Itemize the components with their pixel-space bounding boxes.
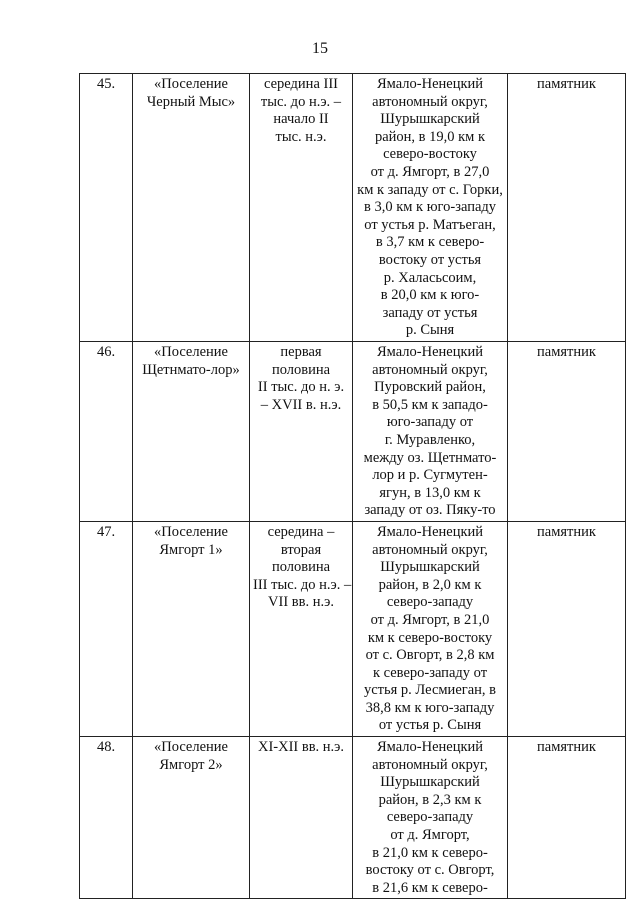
- location-line: северо-западу: [386, 809, 474, 826]
- row-number: 48.: [96, 739, 116, 756]
- dating-line: XI-XII вв. н.э.: [257, 739, 345, 756]
- table-row: [80, 521, 626, 736]
- location-line: к северо-западу от: [372, 664, 488, 681]
- site-name-line: «Поселение: [153, 344, 228, 360]
- dating-line: середина III: [264, 76, 338, 92]
- location-line: автономный округ,: [372, 756, 488, 773]
- location-line: востоку от устья: [378, 251, 482, 268]
- location-line: от д. Ямгорт, в 21,0: [370, 611, 490, 628]
- location-line: северо-востоку: [383, 146, 477, 163]
- row-number-cell: [80, 74, 133, 342]
- dating-cell: [250, 74, 353, 342]
- dating-line: – XVII в. н.э.: [260, 396, 342, 413]
- dating-cell: [250, 521, 353, 736]
- row-number: 46.: [96, 344, 116, 360]
- location-line: ягун, в 13,0 км к: [379, 484, 481, 501]
- site-name-line: «Поселение: [153, 739, 228, 756]
- location-line: район, в 2,3 км к: [378, 791, 482, 808]
- category-label: памятник: [537, 344, 596, 360]
- site-name-line: Черный Мыс»: [146, 93, 236, 110]
- dating-line: тыс. до н.э. –: [260, 93, 342, 110]
- location-line: р. Сыня: [405, 322, 455, 339]
- dating-cell: [250, 342, 353, 522]
- dating-line: половина: [271, 559, 331, 576]
- table-body: [80, 74, 626, 899]
- location-line: западу от устья: [382, 304, 478, 321]
- location-line: от д. Ямгорт, в 27,0: [370, 163, 490, 180]
- location-cell: [353, 737, 508, 899]
- dating-line: первая: [280, 344, 322, 360]
- location-line: Шурышкарский: [380, 559, 480, 576]
- location-line: Ямало-Ненецкий: [376, 76, 484, 92]
- location-line: км к западу от с. Горки,: [357, 181, 503, 198]
- table-row: [80, 737, 626, 899]
- location-cell: [353, 74, 508, 342]
- location-line: в 3,7 км к северо-: [375, 234, 485, 251]
- location-line: в 3,0 км к юго-западу: [363, 199, 497, 216]
- row-number-cell: [80, 521, 133, 736]
- dating-line: III тыс. до н.э. –: [253, 576, 352, 593]
- location-line: в 21,6 км к северо-: [372, 879, 488, 896]
- location-line: автономный округ,: [372, 361, 488, 378]
- site-name-cell: [133, 521, 250, 736]
- location-line: между оз. Щетнмато-: [363, 449, 497, 466]
- dating-line: начало II: [273, 111, 329, 128]
- category-label: памятник: [537, 76, 596, 92]
- location-line: от устья р. Матъеган,: [364, 216, 496, 233]
- location-line: Шурышкарский: [380, 111, 480, 128]
- location-cell: [353, 342, 508, 522]
- table-row: [80, 342, 626, 522]
- location-line: Ямало-Ненецкий: [376, 523, 484, 540]
- dating-line: VII вв. н.э.: [268, 594, 334, 611]
- site-name-line: Щетнмато-лор»: [142, 361, 240, 378]
- site-name-cell: [133, 737, 250, 899]
- location-line: северо-западу: [386, 594, 474, 611]
- dating-line: вторая: [280, 541, 322, 558]
- row-number: 47.: [96, 523, 116, 540]
- category-cell: [508, 521, 626, 736]
- category-cell: [508, 737, 626, 899]
- location-line: г. Муравленко,: [384, 431, 476, 448]
- location-line: 38,8 км к юго-западу: [365, 699, 495, 716]
- site-name-cell: [133, 74, 250, 342]
- location-line: от устья р. Сыня: [378, 717, 482, 734]
- site-name-line: «Поселение: [153, 76, 228, 92]
- row-number-cell: [80, 737, 133, 899]
- dating-line: II тыс. до н. э.: [257, 379, 345, 396]
- monuments-table: [79, 73, 626, 899]
- location-line: Ямало-Ненецкий: [376, 739, 484, 756]
- location-line: в 21,0 км к северо-: [372, 844, 488, 861]
- location-line: р. Халасьсоим,: [383, 269, 477, 286]
- category-label: памятник: [537, 523, 596, 540]
- location-line: км к северо-востоку: [367, 629, 493, 646]
- location-line: район, в 19,0 км к: [374, 128, 486, 145]
- location-line: автономный округ,: [372, 541, 488, 558]
- location-line: юго-западу от: [386, 414, 474, 431]
- location-line: район, в 2,0 км к: [378, 576, 482, 593]
- location-line: от с. Овгорт, в 2,8 км: [365, 647, 495, 664]
- site-name-line: Ямгорт 1»: [159, 541, 223, 558]
- dating-line: тыс. н.э.: [275, 128, 327, 145]
- location-line: лор и р. Сугмутен-: [372, 467, 488, 484]
- dating-line: середина –: [267, 523, 335, 540]
- site-name-cell: [133, 342, 250, 522]
- location-cell: [353, 521, 508, 736]
- location-line: востоку от с. Овгорт,: [365, 862, 495, 879]
- category-cell: [508, 342, 626, 522]
- location-line: в 50,5 км к западо-: [372, 396, 488, 413]
- location-line: Пуровский район,: [374, 379, 486, 396]
- location-line: устья р. Лесмиеган, в: [363, 682, 496, 699]
- category-label: памятник: [537, 739, 596, 756]
- dating-cell: [250, 737, 353, 899]
- table-row: [80, 74, 626, 342]
- dating-line: половина: [271, 361, 331, 378]
- site-name-line: «Поселение: [153, 523, 228, 540]
- row-number: 45.: [96, 76, 116, 92]
- location-line: Шурышкарский: [380, 774, 480, 791]
- location-line: автономный округ,: [372, 93, 488, 110]
- location-line: западу от оз. Пяку-то: [364, 502, 496, 519]
- site-name-line: Ямгорт 2»: [159, 756, 223, 773]
- category-cell: [508, 74, 626, 342]
- location-line: Ямало-Ненецкий: [376, 344, 484, 360]
- page-number: 15: [312, 40, 328, 57]
- row-number-cell: [80, 342, 133, 522]
- location-line: в 20,0 км к юго-: [380, 287, 480, 304]
- location-line: от д. Ямгорт,: [390, 827, 470, 844]
